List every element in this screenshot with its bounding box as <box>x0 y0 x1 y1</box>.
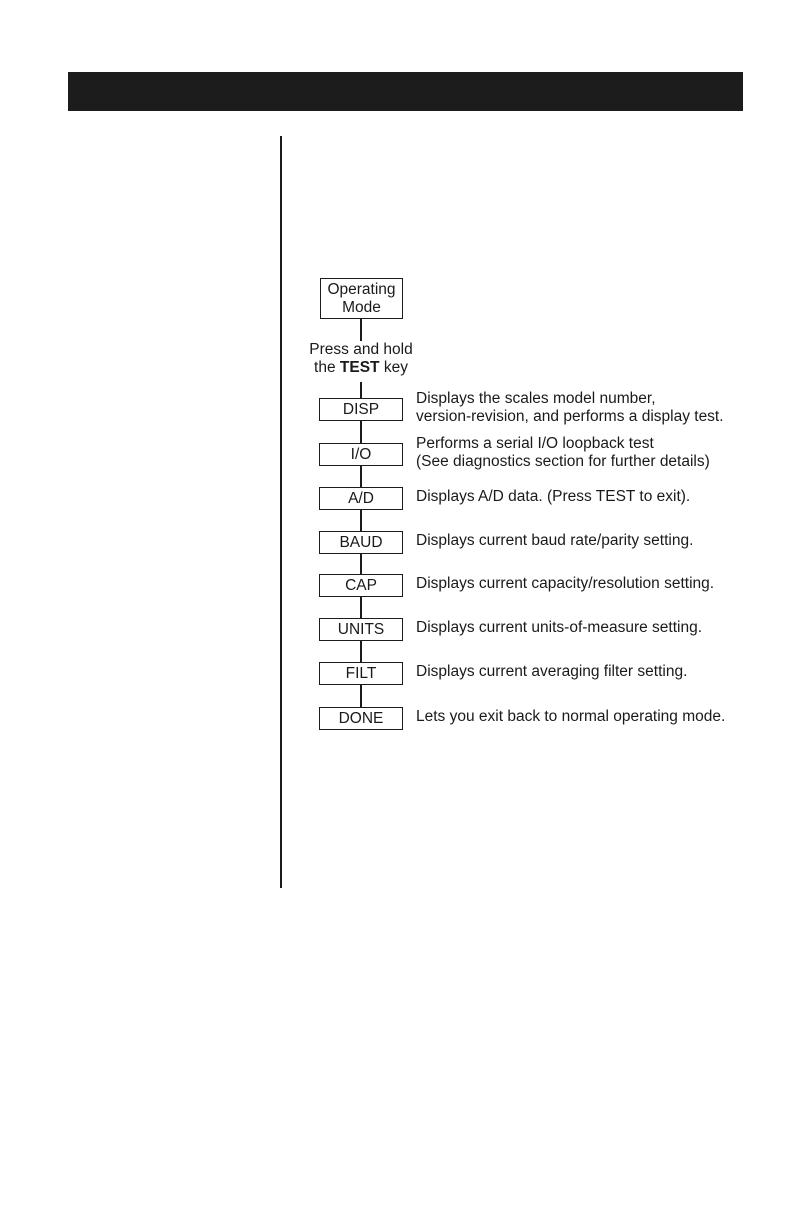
io-description-line2: (See diagnostics section for further details) <box>416 453 710 470</box>
connector <box>360 597 362 618</box>
cap-description: Displays current capacity/resolution setting. <box>416 575 715 592</box>
ad-label: A/D <box>348 489 374 507</box>
disp-label: DISP <box>342 400 380 418</box>
done-box <box>319 707 403 730</box>
filt-box <box>319 662 403 685</box>
units-box <box>319 618 403 641</box>
baud-description: Displays current baud rate/parity setting. <box>416 532 694 549</box>
connector <box>360 421 362 443</box>
test-key-label: TEST <box>339 359 380 376</box>
io-description-line1: Performs a serial I/O loopback test <box>416 435 654 452</box>
done-description: Lets you exit back to normal operating mode. <box>416 708 726 725</box>
baud-label: BAUD <box>339 533 383 551</box>
done-label: DONE <box>338 709 384 727</box>
disp-description-line1: Displays the scales model number, <box>416 390 656 407</box>
cap-box <box>319 574 403 597</box>
connector <box>360 554 362 574</box>
connector <box>360 685 362 707</box>
test-key-instruction: the TEST key <box>314 359 408 376</box>
ad-box <box>319 487 403 510</box>
connector <box>360 641 362 662</box>
connector <box>360 510 362 531</box>
operating-mode-line2: Mode <box>342 298 381 316</box>
io-box <box>319 443 403 466</box>
ad-description: Displays A/D data. (Press TEST to exit). <box>416 488 691 505</box>
connector <box>360 466 362 487</box>
disp-description-line2: version-revision, and performs a display test. <box>416 408 724 425</box>
press-and-hold-text: Press and hold <box>309 341 413 358</box>
operating-mode-line1: Operating <box>327 280 396 298</box>
margin-rule <box>280 136 282 888</box>
units-label: UNITS <box>337 620 385 638</box>
filt-label: FILT <box>345 664 377 682</box>
header-bar <box>68 72 743 111</box>
connector <box>360 382 362 398</box>
units-description: Displays current units-of-measure setting. <box>416 619 703 636</box>
disp-box <box>319 398 403 421</box>
operating-mode-box <box>320 278 403 319</box>
cap-label: CAP <box>345 576 377 594</box>
baud-box <box>319 531 403 554</box>
filt-description: Displays current averaging filter setting. <box>416 663 688 680</box>
connector <box>360 319 362 341</box>
io-label: I/O <box>350 445 372 463</box>
